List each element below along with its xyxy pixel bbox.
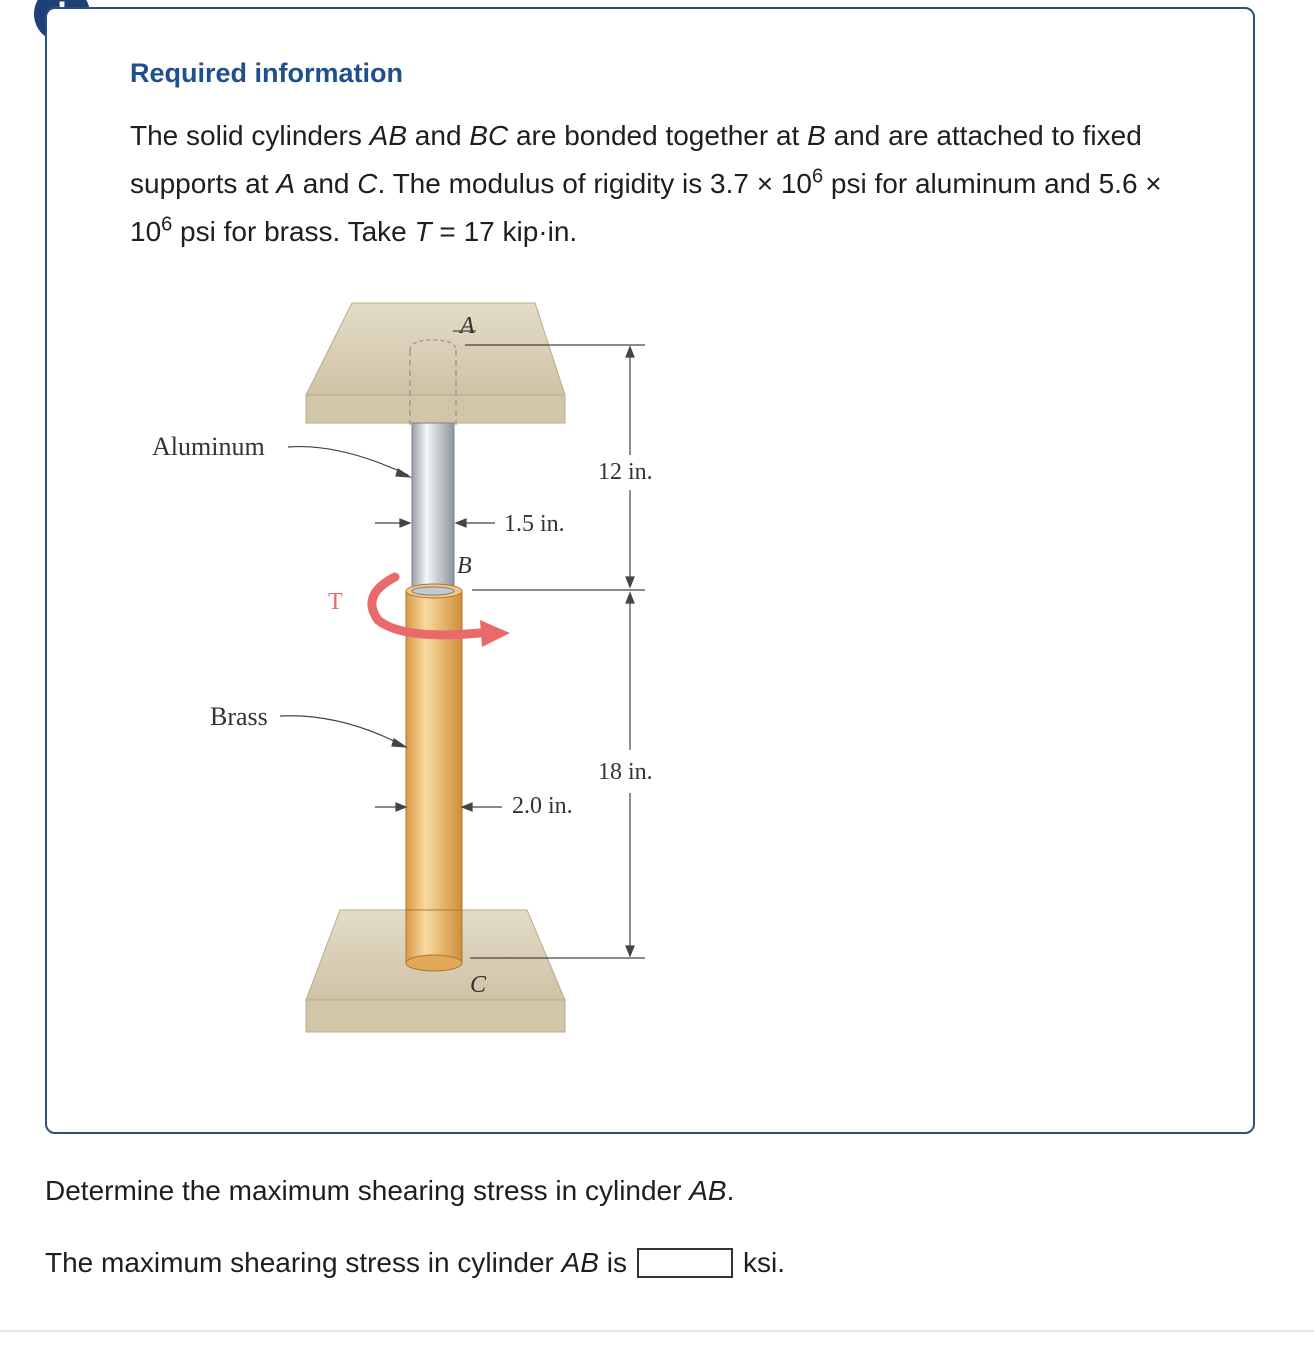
brass-cylinder — [406, 591, 462, 963]
label-brass: Brass — [210, 702, 268, 731]
leader-lines — [280, 447, 410, 747]
top-support — [306, 303, 565, 425]
dia-1-5-in: 1.5 in. — [504, 511, 565, 537]
divider — [0, 1330, 1314, 1332]
answer-prefix: The maximum shearing stress in cylinder AB is — [45, 1247, 627, 1278]
dim-12-in: 12 in. — [598, 459, 653, 485]
label-b: B — [457, 553, 472, 579]
question-text: Determine the maximum shearing stress in cylinder AB. — [45, 1175, 735, 1206]
answer-unit: ksi. — [742, 1247, 785, 1278]
cylinder-figure — [140, 295, 700, 1055]
answer-line — [45, 1247, 785, 1279]
label-aluminum: Aluminum — [152, 432, 265, 461]
aluminum-cylinder — [412, 423, 454, 595]
label-c: C — [470, 972, 487, 998]
info-description: The solid cylinders AB and BC are bonded together at B and are attached to fixed supports at A and C. The modulus of rigidity is $3.7 \times 10^6$ psi for aluminum and $5.6 \times 10^6$ psi for brass. Take T = 17 kip·in. — [130, 120, 1162, 247]
info-title: Required information — [130, 58, 404, 88]
label-a: A — [460, 313, 475, 339]
bottom-support — [306, 910, 565, 1032]
label-t: T — [328, 589, 343, 615]
dia-2-0-in: 2.0 in. — [512, 793, 573, 819]
dim-18-in: 18 in. — [598, 759, 653, 785]
answer-input[interactable] — [637, 1248, 733, 1278]
